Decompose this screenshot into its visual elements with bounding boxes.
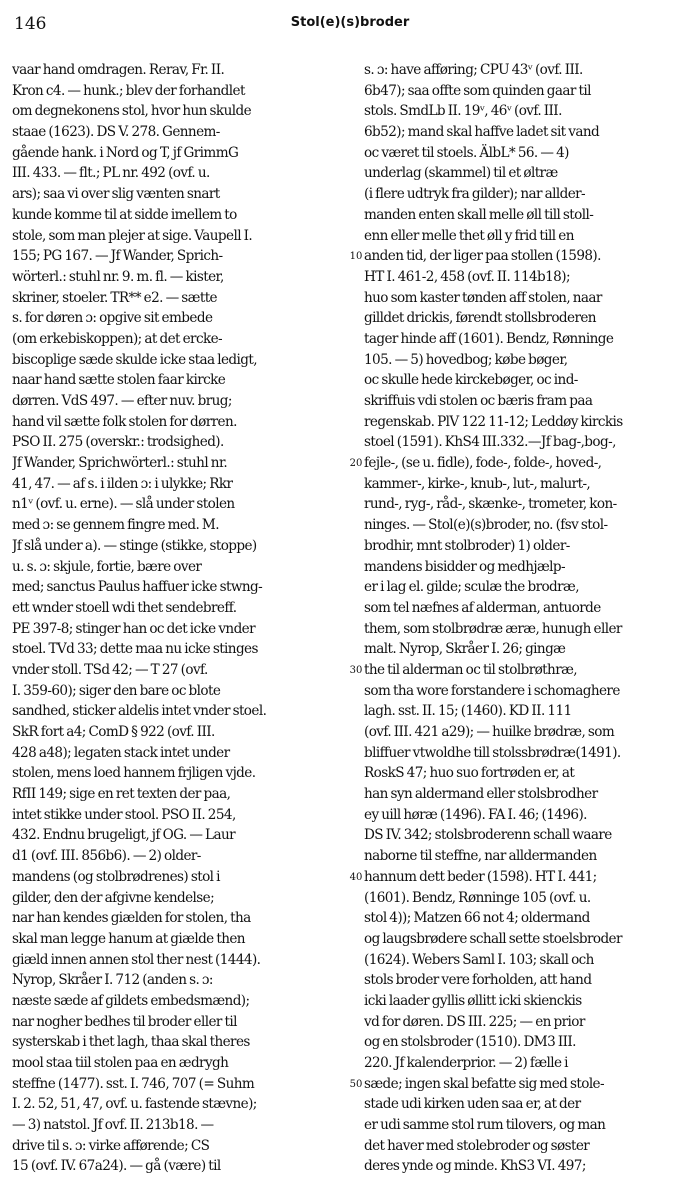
right-column (364, 60, 694, 1177)
text-line: 6b47); saa offte som quinden gaar til (364, 82, 591, 99)
text-line: manden enten skall melle øll till stoll- (364, 206, 594, 223)
text-line: giæld innen annen stol ther nest (1444). (12, 951, 261, 968)
text-line: icki laader gyllis øllitt icki skienckis (364, 992, 582, 1009)
text-line: malt. Nyrop, Skråer I. 26; gingæ (364, 641, 566, 658)
text-line: intet stikke under stool. PSO II. 254, (12, 806, 236, 823)
text-line: I. 2. 52, 51, 47, ovf. u. fastende stævne); (12, 1096, 257, 1113)
text-line: med ɔ: se gennem fingre med. M. (12, 517, 219, 534)
text-line: SkR fort a4; ComD § 922 (ovf. III. (12, 724, 215, 740)
page-header (14, 14, 686, 36)
text-line: Kron c4. — hunk.; blev der forhandlet (12, 82, 245, 99)
text-line: s. ɔ: have afføring; CPU 43ᵛ (ovf. III. (364, 62, 583, 78)
text-line: han syn aldermand eller stolsbrodher (364, 786, 598, 803)
text-line: mool staa tiil stolen paa en ædrygh (12, 1055, 229, 1071)
text-line: biscoplige sæde skulde icke staa ledigt, (12, 351, 257, 368)
text-line: stoel. TVd 33; dette maa nu icke stinges (12, 641, 258, 658)
text-line: er i lag el. gilde; sculæ the brodræ, (364, 579, 579, 596)
running-title: Stol(e)(s)broder (290, 15, 410, 30)
text-line: III. 433. — flt.; PL nr. 492 (ovf. u. (12, 165, 210, 182)
line-number: 50 (349, 1079, 363, 1091)
left-column (12, 60, 344, 1177)
text-line: stols. SmdLb II. 19ᵛ, 46ᵛ (ovf. III. (364, 103, 562, 120)
text-line: naborne til steffne, nar alldermanden (364, 848, 597, 865)
text-line: kammer-, kirke-, knub-, lut-, malurt-, (364, 475, 591, 492)
text-line: PE 397-8; stinger han oc det icke vnder (12, 620, 256, 637)
text-line: mandens (og stolbrødrenes) stol i (12, 868, 220, 885)
text-line: (ovf. III. 421 a29); — huilke brødræ, som (364, 724, 615, 740)
text-line: RoskS 47; huo suo fortrøden er, at (364, 765, 575, 782)
text-line: tager hinde aff (1601). Bendz, Rønninge (364, 330, 614, 347)
text-line: kunde komme til at sidde imellem to (12, 206, 237, 223)
text-line: the til alderman oc til stolbrøthræ, (364, 661, 577, 678)
text-line: drive til s. ɔ: virke afførende; CS (12, 1137, 210, 1154)
text-line: naar hand sætte stolen faar kircke (12, 372, 226, 389)
text-line: underlag (skammel) til et øltræ (364, 165, 558, 182)
text-line: Jf slå under a). — stinge (stikke, stoppe) (12, 537, 257, 554)
text-line: næste sæde af gildets embedsmænd); (12, 992, 250, 1009)
text-line: fejle-, (se u. fidle), fode-, folde-, hoved-, (364, 455, 602, 472)
text-line: — 3) natstol. Jf ovf. II. 213b18. — (12, 1117, 214, 1134)
line-number: 30 (349, 665, 363, 677)
text-line: staae (1623). DS V. 278. Gennem- (12, 124, 220, 141)
text-line: med; sanctus Paulus haffuer icke stwng- (12, 579, 263, 596)
text-line: wörterl.: stuhl nr. 9. m. fl. — kister, (12, 268, 224, 285)
text-line: lagh. sst. II. 15; (1460). KD II. 111 (364, 703, 572, 720)
text-line: regenskab. PlV 122 11-12; Leddøy kirckis (364, 413, 623, 430)
text-line: 105. — 5) hovedbog; købe bøger, (364, 351, 568, 368)
text-line: (i flere udtryk fra gilder); nar allder- (364, 186, 586, 203)
text-line: brodhir, mnt stolbroder) 1) older- (364, 537, 570, 554)
text-line: det haver med stolebroder og søster (364, 1137, 590, 1154)
text-line: ey uill høræ (1496). FA I. 46; (1496). (364, 806, 587, 823)
text-line: nar han kendes giælden for stolen, tha (12, 910, 251, 927)
text-line: som tha wore forstandere i schomaghere (364, 682, 620, 699)
text-line: RfII 149; sige en ret texten der paa, (12, 786, 231, 803)
text-line: PSO II. 275 (overskr.: trodsighed). (12, 434, 224, 451)
text-line: stol 4)); Matzen 66 not 4; oldermand (364, 910, 590, 927)
text-line: oc været til stoels. ÄlbL* 56. — 4) (364, 144, 569, 161)
text-line: er udi samme stol rum tilovers, og man (364, 1117, 606, 1134)
text-line: stolen, mens loed hannem frjligen vjde. (12, 765, 256, 782)
text-line: 432. Endnu brugeligt, jf OG. — Laur (12, 827, 236, 844)
line-number: 40 (349, 872, 363, 884)
text-line: 6b52); mand skal haffve ladet sit vand (364, 124, 600, 141)
text-line: gående hank. i Nord og T, jf GrimmG (12, 144, 239, 161)
text-line: d1 (ovf. III. 856b6). — 2) older- (12, 848, 201, 865)
text-line: sandhed, sticker aldelis intet vnder stoel. (12, 703, 267, 720)
text-line: om degnekonens stol, hvor hun skulde (12, 103, 252, 120)
text-line: anden tid, der liger paa stollen (1598). (364, 248, 601, 265)
text-line: skal man legge hanum at giælde then (12, 930, 245, 947)
line-number: 20 (349, 458, 363, 470)
text-line: skriner, stoeler. TR** e2. — sætte (12, 289, 218, 306)
text-line: them, som stolbrødræ æræ, hunugh eller (364, 620, 622, 637)
text-line: vnder stoll. TSd 42; — T 27 (ovf. (12, 661, 208, 678)
text-line: I. 359-60); siger den bare oc blote (12, 682, 221, 699)
text-line: skriffuis vdi stolen oc bæris fram paa (364, 393, 593, 409)
text-line: som tel næfnes af alderman, antuorde (364, 599, 601, 616)
text-line: nar nogher bedhes til broder eller til (12, 1013, 237, 1030)
text-line: stade udi kirken uden saa er, at der (364, 1096, 581, 1113)
text-line: stoel (1591). KhS4 III.332.—Jf bag-,bog-, (364, 434, 616, 451)
text-line: rund-, ryg-, råd-, skænke-, trometer, kon- (364, 496, 617, 513)
text-line: og laugsbrødere schall sette stoelsbroder (364, 930, 622, 947)
text-line: huo som kaster tønden aff stolen, naar (364, 289, 602, 306)
text-line: dørren. VdS 497. — efter nuv. brug; (12, 393, 232, 409)
text-line: (1601). Bendz, Rønninge 105 (ovf. u. (364, 889, 591, 906)
text-line: Nyrop, Skråer I. 712 (anden s. ɔ: (12, 972, 213, 989)
text-line: systerskab i thet lagh, thaa skal theres (12, 1034, 250, 1051)
text-line: (1624). Webers Saml I. 103; skall och (364, 951, 594, 968)
text-line: hand vil sætte folk stolen for dørren. (12, 413, 237, 430)
text-line: hannum dett beder (1598). HT I. 441; (364, 868, 597, 885)
text-line: mandens bisidder og medhjælp- (364, 558, 566, 575)
text-line: og en stolsbroder (1510). DM3 III. (364, 1034, 576, 1051)
text-line: deres ynde og minde. KhS3 VI. 497; (364, 1158, 586, 1175)
text-line: enn eller melle thet øll y frid till en (364, 227, 574, 244)
text-line: bliffuer vtwoldhe till stolssbrødræ(1491). (364, 744, 621, 761)
text-line: ett wnder stoell wdi thet sendebreff. (12, 599, 237, 616)
text-line: 220. Jf kalenderprior. — 2) fælle i (364, 1055, 568, 1071)
text-line: steffne (1477). sst. I. 746, 707 (= Suhm (12, 1075, 255, 1092)
text-line: n1ᵛ (ovf. u. erne). — slå under stolen (12, 496, 235, 513)
text-line: s. for døren ɔ: opgive sit embede (12, 310, 213, 327)
page-number: 146 (14, 14, 47, 34)
text-line: stole, som man plejer at sige. Vaupell I. (12, 227, 253, 244)
text-line: DS IV. 342; stolsbroderenn schall waare (364, 827, 612, 844)
line-number: 10 (349, 251, 363, 263)
text-line: stols broder vere forholden, att hand (364, 972, 592, 989)
text-line: gilldet drickis, førendt stollsbroderen (364, 310, 596, 327)
text-line: 155; PG 167. — Jf Wander, Sprich- (12, 248, 223, 265)
text-line: 41, 47. — af s. i ilden ɔ: i ulykke; Rkr (12, 475, 233, 492)
text-line: Jf Wander, Sprichwörterl.: stuhl nr. (12, 455, 228, 472)
text-line: vaar hand omdragen. Rerav, Fr. II. (12, 62, 225, 78)
text-line: oc skulle hede kirckebøger, oc ind- (364, 372, 578, 389)
text-line: HT I. 461-2, 458 (ovf. II. 114b18); (364, 268, 570, 285)
text-line: vd for døren. DS III. 225; — en prior (364, 1013, 585, 1030)
text-line: sæde; ingen skal befatte sig med stole- (364, 1075, 604, 1092)
text-line: 428 a48); legaten stack intet under (12, 744, 230, 761)
text-line: ars); saa vi over slig vænten snart (12, 186, 220, 203)
text-line: gilder, den der afgivne kendelse; (12, 889, 215, 906)
text-line: (om erkebiskoppen); at det ercke- (12, 330, 223, 347)
text-line: u. s. ɔ: skjule, fortie, bære over (12, 558, 202, 575)
text-line: 15 (ovf. IV. 67a24). — gå (være) til (12, 1158, 221, 1175)
text-line: ninges. — Stol(e)(s)broder, no. (fsv stol- (364, 517, 608, 534)
